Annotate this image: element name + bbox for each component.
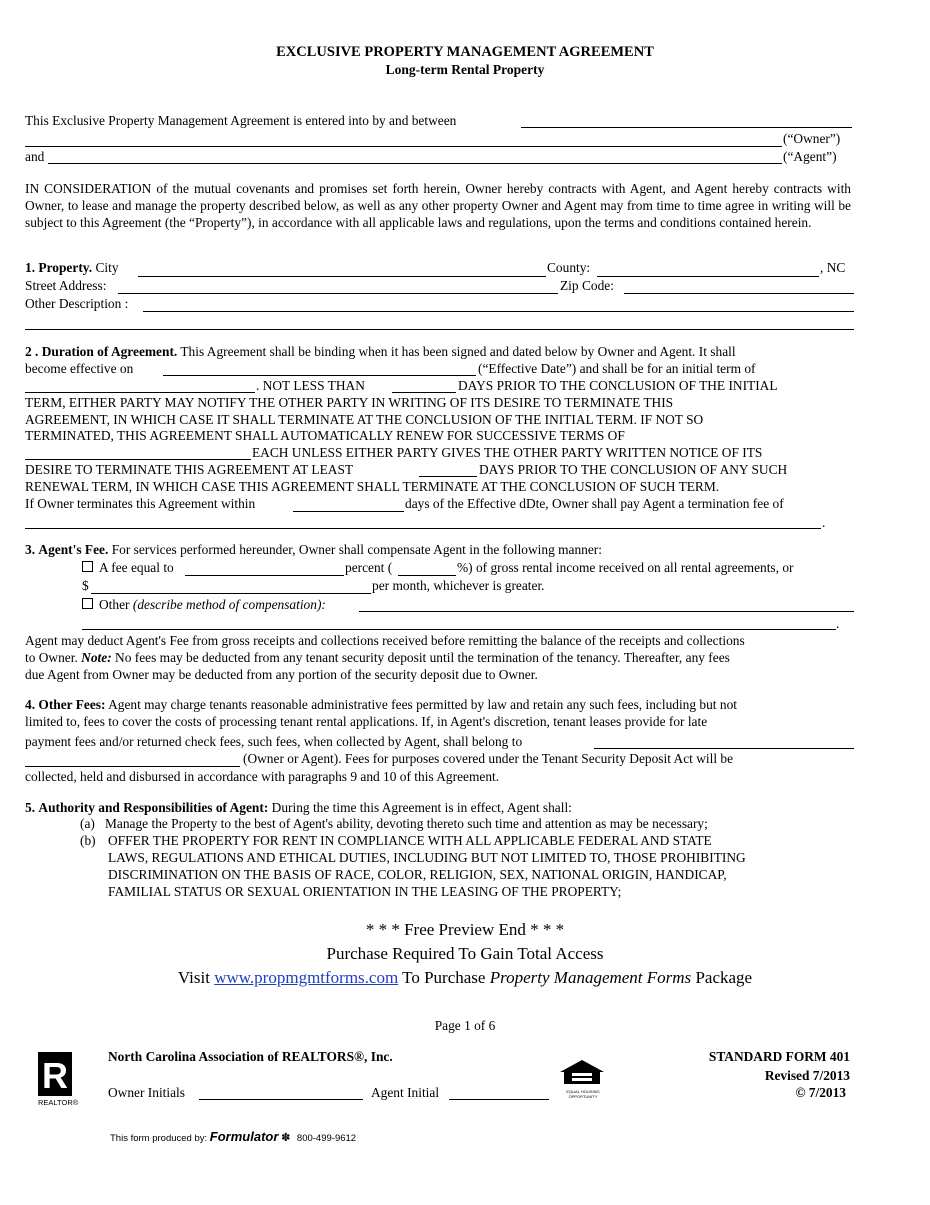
section2-text-8a: DESIRE TO TERMINATE THIS AGREEMENT AT LEAST (25, 462, 354, 477)
equal-housing-text: EQUAL HOUSING OPPORTUNITY (566, 1089, 600, 1099)
section3-intro: For services performed hereunder, Owner shall compensate Agent in the following manner: (111, 542, 602, 557)
effective-date-field[interactable] (163, 375, 476, 376)
section1-number: 1. (25, 260, 36, 275)
section2-text-8b: DAYS PRIOR TO THE CONCLUSION OF ANY SUCH (479, 462, 788, 477)
parties-intro: This Exclusive Property Management Agreement is entered into by and between (25, 113, 457, 128)
fee-percent-words-field[interactable] (185, 575, 344, 576)
association-name: North Carolina Association of REALTORS®, Inc. (108, 1049, 393, 1064)
termination-fee-field[interactable] (25, 528, 821, 529)
deduct-text-3: due Agent from Owner may be deducted from any portion of the security deposit due to Owner. (25, 667, 538, 682)
owner-initials-field[interactable] (199, 1099, 363, 1100)
section2-text-9: RENEWAL TERM, IN WHICH CASE THIS AGREEMENT SHALL TERMINATE AT THE CONCLUSION OF SUCH TERM. (25, 479, 720, 494)
section1-title: Property. (38, 260, 93, 275)
section2-period: . (822, 515, 826, 530)
fee-percent-label: A fee equal to (99, 560, 174, 575)
purchase-link-line (0, 968, 930, 988)
section3-heading (25, 542, 602, 558)
svg-text:R: R (42, 1055, 68, 1096)
section2-text-5: AGREEMENT, IN WHICH CASE IT SHALL TERMINATE AT THE CONCLUSION OF THE INITIAL TERM. IF NOT SO (25, 412, 704, 427)
section4-text-4: (Owner or Agent). Fees for purposes covered under the Tenant Security Deposit Act will be (243, 751, 734, 766)
county-field[interactable] (597, 276, 819, 277)
formulator-phone: 800-499-9612 (296, 1133, 357, 1144)
section2-text-7: EACH UNLESS EITHER PARTY GIVES THE OTHER PARTY WRITTEN NOTICE OF ITS (252, 445, 763, 460)
formulator-logo: Formulator (209, 1129, 279, 1144)
other-description-field-1[interactable] (143, 311, 854, 312)
fee-percent-text: percent ( (345, 560, 393, 575)
fee-percent-text-2: %) of gross rental income received on all rental agreements, or (457, 560, 794, 575)
fee-other-field-2[interactable] (82, 629, 836, 630)
purchase-required-notice: Purchase Required To Gain Total Access (326, 944, 604, 963)
renewal-notice-days-field[interactable] (419, 476, 477, 477)
document-title: EXCLUSIVE PROPERTY MANAGEMENT AGREEMENT (276, 44, 654, 60)
section4-text-2: limited to, fees to cover the costs of processing tenant rental applications. If, in Agent's discretion, tenant leases provide for late (25, 714, 708, 729)
street-label: Street Address: (25, 278, 107, 293)
fee-other-label: Other (99, 597, 130, 612)
page-number: Page 1 of 6 (434, 1018, 496, 1033)
fee-percent-checkbox[interactable] (82, 561, 93, 572)
section5-b-text-4: FAMILIAL STATUS OR SEXUAL ORIENTATION IN THE LEASING OF THE PROPERTY; (108, 884, 622, 899)
section2-text-3b: DAYS PRIOR TO THE CONCLUSION OF THE INITIAL (458, 378, 778, 393)
section2-line-1 (25, 344, 736, 360)
and-label: and (25, 149, 45, 164)
deduct-line-2 (25, 650, 730, 666)
section5-b-text-1: OFFER THE PROPERTY FOR RENT IN COMPLIANCE WITH ALL APPLICABLE FEDERAL AND STATE (108, 833, 712, 848)
consideration-paragraph: IN CONSIDERATION of the mutual covenants and promises set forth herein, Owner hereby contracts with Agent, and Agent hereby contracts with Owner, to lease and manage the property described below, as well as any other property Owner and Agent may from time to time agree in writing will be subject to this Agreement (the “Property”), in accordance with all applicable laws and regulations, upon the terms and conditions contained herein. (25, 181, 851, 230)
section4-text-5: collected, held and disbursed in accordance with paragraphs 9 and 10 of this Agreement. (25, 769, 500, 784)
section5-heading (25, 800, 572, 816)
fees-belong-to-field-2[interactable] (25, 766, 240, 767)
other-description-field-2[interactable] (25, 329, 854, 330)
fee-option-other (82, 597, 326, 613)
agent-name-field[interactable] (48, 163, 782, 164)
termination-days-field[interactable] (293, 511, 404, 512)
owner-initials-label: Owner Initials (108, 1085, 185, 1100)
owner-name-field-1[interactable] (521, 127, 852, 128)
fee-option-percent (82, 560, 174, 576)
section2-text-10b: days of the Effective dDte, Owner shall pay Agent a termination fee of (405, 496, 784, 511)
formulator-icon: ✽ (281, 1132, 291, 1144)
visit-text: Visit (177, 968, 210, 987)
section2-text-6: TERMINATED, THIS AGREEMENT SHALL AUTOMATICALLY RENEW FOR SUCCESSIVE TERMS OF (25, 428, 625, 443)
produced-by-text: This form produced by: (110, 1133, 208, 1144)
preview-end-notice: * * * Free Preview End * * * (365, 920, 565, 939)
section4-number: 4. (25, 697, 36, 712)
realtor-logo (38, 1052, 72, 1100)
section5-intro: During the time this Agreement is in effect, Agent shall: (271, 800, 572, 815)
section5-b-text-3: DISCRIMINATION ON THE BASIS OF RACE, COLOR, RELIGION, SEX, NATIONAL ORIGIN, HANDICAP, (108, 867, 727, 882)
section5-title: Authority and Responsibilities of Agent: (38, 800, 269, 815)
deduct-text-2a: to Owner. (25, 650, 78, 665)
street-field[interactable] (118, 293, 558, 294)
section2-number: 2 . (25, 344, 39, 359)
deduct-text-1: Agent may deduct Agent's Fee from gross receipts and collections received before remitting the balance of the receipts and collections (25, 633, 745, 648)
section4-line-1 (25, 697, 737, 713)
copyright: © 7/2013 (795, 1085, 846, 1100)
owner-name-field-2[interactable] (25, 146, 782, 147)
section3-number: 3. (25, 542, 36, 557)
city-label: City (95, 260, 119, 275)
agent-label: (“Agent”) (783, 149, 837, 164)
produced-by-line (110, 1129, 356, 1144)
section2-text-2: (“Effective Date”) and shall be for an initial term of (478, 361, 756, 376)
section2-effective-label: become effective on (25, 361, 134, 376)
package-text: Package (695, 968, 753, 987)
city-field[interactable] (138, 276, 546, 277)
other-description-label: Other Description : (25, 296, 129, 311)
per-month-text: per month, whichever is greater. (372, 578, 545, 593)
document-subtitle: Long-term Rental Property (385, 62, 545, 77)
fee-other-field-1[interactable] (359, 611, 854, 612)
section5-b-label: (b) (80, 833, 96, 848)
agent-initial-field[interactable] (449, 1099, 549, 1100)
section2-text-3a: . NOT LESS THAN (256, 378, 365, 393)
section5-a-text: Manage the Property to the best of Agent's ability, devoting thereto such time and attention as may be necessary; (105, 816, 708, 831)
deduct-text-2b: No fees may be deducted from any tenant security deposit until the termination of the tenancy. Thereafter, any fees (115, 650, 730, 665)
dollar-sign: $ (82, 578, 89, 593)
renewal-term-field[interactable] (25, 459, 251, 460)
county-label: County: (547, 260, 591, 275)
to-purchase-text: To Purchase (402, 968, 486, 987)
fees-belong-to-field-1[interactable] (594, 748, 854, 749)
fee-other-italic: (describe method of compensation): (132, 597, 326, 612)
section5-a-label: (a) (80, 816, 95, 831)
section4-text-1: Agent may charge tenants reasonable administrative fees permitted by law and retain any such fees, including but not (108, 697, 737, 712)
deduct-note: Note: (81, 650, 112, 665)
state-label: , NC (820, 260, 846, 275)
section4-text-3: payment fees and/or returned check fees, such fees, when collected by Agent, shall belong to (25, 734, 523, 749)
section3-title: Agent's Fee. (38, 542, 109, 557)
fee-minimum-field[interactable] (91, 593, 371, 594)
agent-initial-label: Agent Initial (371, 1085, 440, 1100)
section2-text-10a: If Owner terminates this Agreement within (25, 496, 256, 511)
realtor-logo-text: REALTOR® (38, 1098, 79, 1107)
zip-field[interactable] (624, 293, 854, 294)
section2-text-4: TERM, EITHER PARTY MAY NOTIFY THE OTHER PARTY IN WRITING OF ITS DESIRE TO TERMINATE THIS (25, 395, 674, 410)
fee-percent-number-field[interactable] (398, 575, 456, 576)
forms-package-name: Property Management Forms (489, 968, 692, 987)
zip-label: Zip Code: (560, 278, 614, 293)
standard-form-number: STANDARD FORM 401 (708, 1049, 850, 1064)
section2-title: Duration of Agreement. (41, 344, 178, 359)
section4-title: Other Fees: (38, 697, 106, 712)
notice-days-field[interactable] (392, 392, 456, 393)
fee-other-checkbox[interactable] (82, 598, 93, 609)
revised-date: Revised 7/2013 (764, 1068, 850, 1083)
owner-label: (“Owner”) (783, 131, 841, 146)
initial-term-field[interactable] (25, 392, 255, 393)
section2-text-1: This Agreement shall be binding when it has been signed and dated below by Owner and Agent. It shall (180, 344, 736, 359)
purchase-link[interactable]: www.propmgmtforms.com (214, 968, 399, 987)
section5-number: 5. (25, 800, 36, 815)
fee-other-period: . (836, 616, 840, 631)
section5-b-text-2: LAWS, REGULATIONS AND ETHICAL DUTIES, INCLUDING BUT NOT LIMITED TO, THOSE PROHIBITING (108, 850, 746, 865)
realtor-r-icon (38, 1052, 72, 1096)
section1-heading (25, 260, 119, 276)
